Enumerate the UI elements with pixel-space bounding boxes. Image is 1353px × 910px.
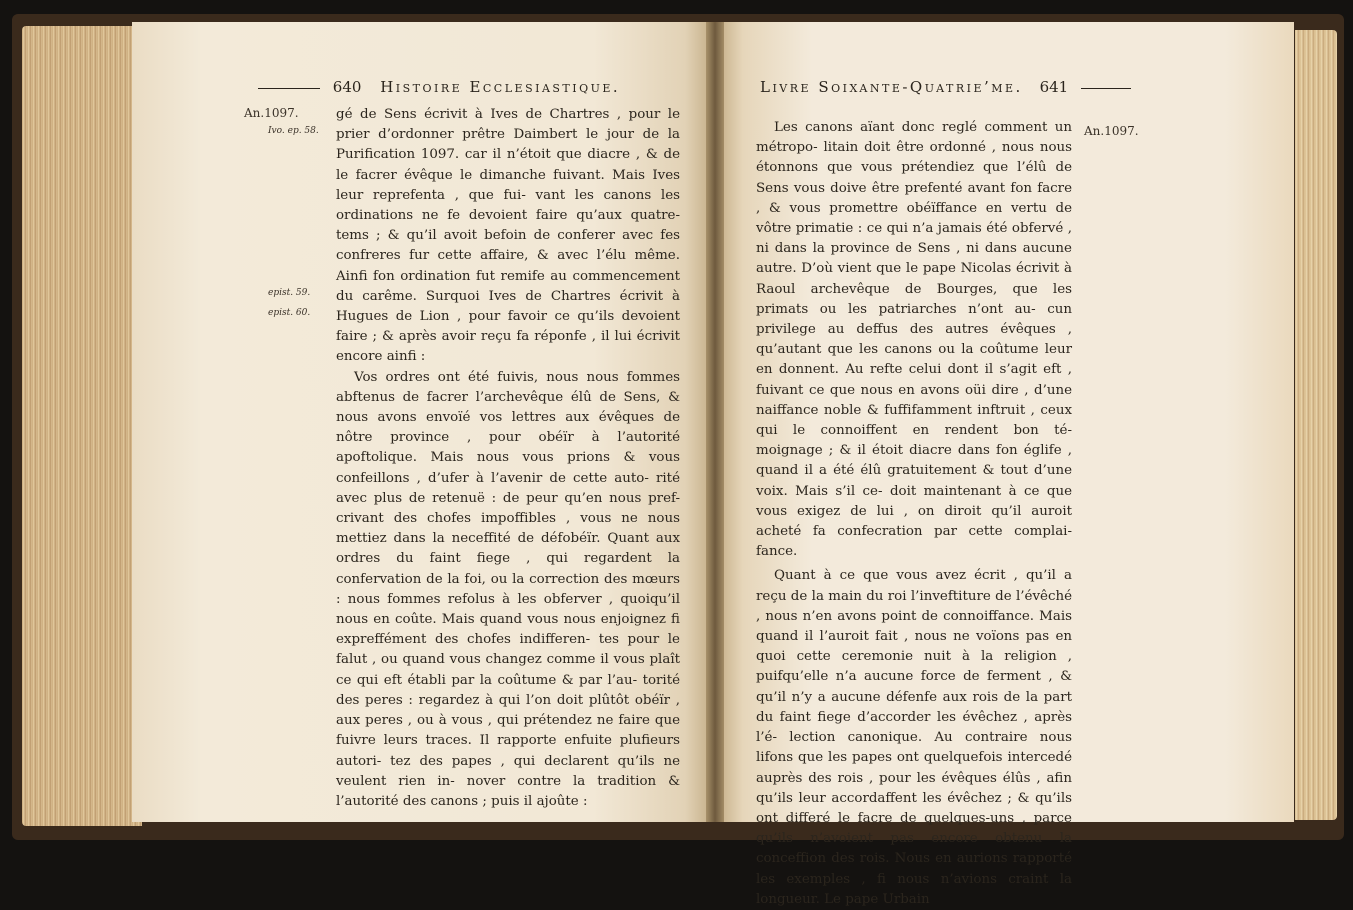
right-paragraph: Quant à ce que vous avez écrit , qu’il a reçu de la main du roi l’inveftiture de l’évêché , nous n’en avons point de connoiffance. Mais quand il l’auroit fait , nous ne voïons pas en quoi cette ceremonie nuit à la religion , puifqu’elle n’a aucune force de ferment , & qu’il n’y a aucune défenfe aux rois de la part du faint fiege d’accorder les évêchez , après l’é- lection canonique. Au contraire nous lifons que les papes ont quelquefois intercedé auprès des rois , pour les évêques élûs , afin qu’ils leur accordaffent les évêchez ; & qu’ils ont differé le facre de quelques-uns , parce qu’ils n’avoient pas encore obtenu la conceffion des rois. Nous en aurions rapporté les exemples , fi nous n’avions craint la longueur. Le pape Urbain <box>756 568 1072 907</box>
margin-citation-3: epist. 60. <box>268 308 311 318</box>
margin-citation-2: epist. 59. <box>268 288 311 298</box>
right-margin-year: An.1097. <box>1084 124 1139 138</box>
header-rule <box>1081 88 1131 89</box>
header-rule <box>258 88 320 89</box>
left-paragraph: Vos ordres ont été fuivis, nous nous fommes abftenus de facrer l’archevêque élû de Sens, & nous avons envoïé vos lettres aux évêques de nôtre province , pour obéïr à l’autorité apoftolique. Mais nous vous prions & vous confeillons , d’ufer à l’avenir de cette auto- rité avec plus de retenuë : de peur qu’en nous pref- crivant des chofes impoffibles , vous ne nous mettiez dans la neceffité de défobéïr. Quant aux ordres du faint fiege , qui regardent la confervation de la foi, ou la correction des mœurs : nous fommes refolus à les obferver , quoiqu’il nous en coûte. Mais quand vous nous enjoignez fi expreffément des chofes indifferen- tes pour le falut , ou quand vous changez comme il vous plaît ce qui eft établi par la coûtume & par l’au- torité des peres : regardez à qui l’on doit plûtôt obéïr , aux peres , ou à vous , qui prétendez ne faire que fuivre leurs traces. Il rapporte enfuite plufieurs autori- tez des papes , qui declarent qu’ils ne veulent rien in- nover contre la tradition & l’autorité des canons ; puis il ajoûte : <box>336 369 680 809</box>
right-page-number: 641 <box>1039 78 1069 96</box>
left-page-number: 640 <box>332 78 362 96</box>
left-paragraph: gé de Sens écrivit à Ives de Chartres , pour le prier d’ordonner prêtre Daimbert le jour de la Purification 1097. car il n’étoit que diacre , & de le facrer évêque le dimanche fuivant. Mais Ives leur reprefenta , que fui- vant les canons les ordinations ne fe devoient faire qu’aux quatre-tems ; & qu’il avoit befoin de conferer avec fes confreres fur cette affaire, & avec l’élu même. Ainfi fon ordination fut remife au commencement du carême. Surquoi Ives de Chartres écrivit à Hugues de Lion , pour favoir ce qu’ils devoient faire ; & après avoir reçu fa réponfe , il lui écrivit encore ainfi : <box>336 107 680 365</box>
left-page-text <box>336 105 680 812</box>
left-running-title: Histoire Ecclesiastique. <box>380 78 621 96</box>
margin-citation-1: Ivo. ep. 58. <box>268 126 319 136</box>
right-paragraph: Les canons aïant donc reglé comment un métropo- litain doit être ordonné , nous nous étonnons que vous prétendiez que l’élû de Sens vous doive être prefenté avant fon facre , & vous promettre obéïffance en vertu de vôtre primatie : ce qui n’a jamais été obfervé , ni dans la province de Sens , ni dans aucune autre. D’où vient que le pape Nicolas écrivit à Raoul archevêque de Bourges, que les primats ou les patriarches n’ont au- cun privilege au deffus des autres évêques , qu’autant que les canons ou la coûtume leur en donnent. Au refte celui dont il s’agit eft , fuivant ce que nous en avons oüi dire , d’une naiffance noble & fuffifamment inftruit , ceux qui le connoiffent en rendent bon té- moignage ; & il étoit diacre dans fon églife , quand il a été élû gratuitement & tout d’une voix. Mais s’il ce- doit maintenant à ce que vous exigez de lui , on diroit qu’il auroit acheté fa confecration par cette complai- fance. <box>756 120 1072 560</box>
book-gutter <box>706 22 724 822</box>
right-page-edges <box>1295 30 1337 820</box>
right-running-header <box>760 78 1139 102</box>
right-page-text <box>756 118 1072 910</box>
left-running-header <box>258 78 620 102</box>
left-margin-year: An.1097. <box>244 106 299 120</box>
right-running-title: Livre Soixante-Quatrie’me. <box>760 78 1023 96</box>
left-page-edges <box>22 26 142 826</box>
